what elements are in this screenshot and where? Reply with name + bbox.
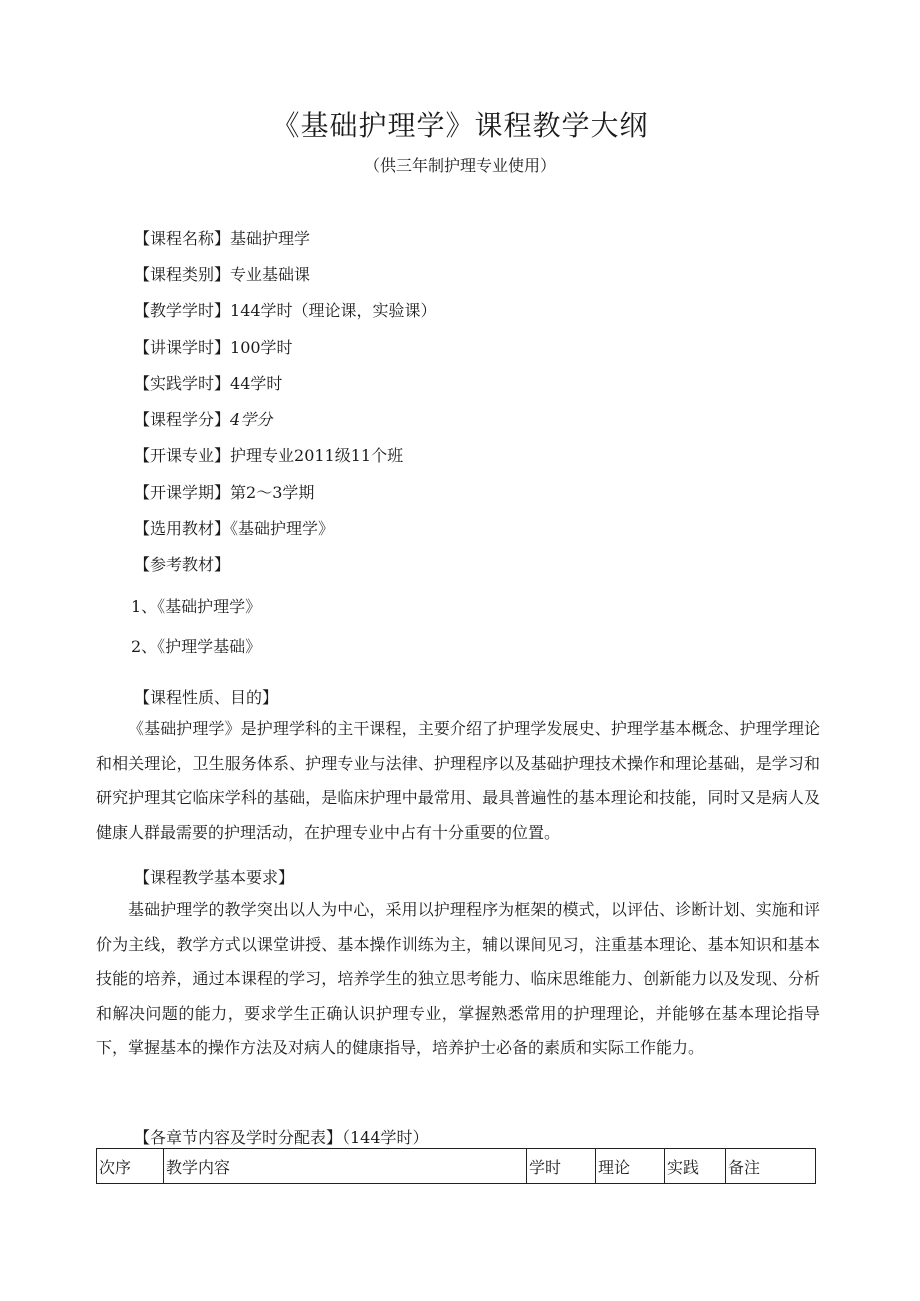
field-textbook [134, 516, 334, 539]
allocation-table [96, 1148, 816, 1184]
page-title: 《基础护理学》课程教学大纲 [271, 109, 649, 142]
column-header-hours: 学时 [527, 1149, 596, 1184]
section-body-requirements: 基础护理学的教学突出以人为中心，采用以护理程序为框架的模式，以评估、诊断计划、实施和评价为主线，教学方式以课堂讲授、基本操作训练为主，辅以课间见习，注重基本理论、基本知识和基本技能的培养，通过本课程的学习，培养学生的独立思考能力、临床思维能力、创新能力以及发现、分析和解决问题的能力，要求学生正确认识护理专业，掌握熟悉常用的护理理论，并能够在基本理论指导下，掌握基本的操作方法及对病人的健康指导，培养护士必备的素质和实际工作能力。 [96, 900, 820, 1057]
field-label: 【课程学分】 [134, 410, 231, 429]
field-course-name [134, 226, 310, 249]
field-label: 【讲课学时】 [134, 338, 231, 357]
field-value: 专业基础课 [230, 265, 311, 284]
field-label: 【教学学时】 [134, 301, 231, 320]
field-reference-books [134, 552, 230, 575]
field-value: 护理专业2011级11个班 [230, 446, 404, 465]
field-value: 100学时 [230, 338, 293, 357]
field-label: 【课程类别】 [134, 265, 231, 284]
field-value: 144学时（理论课，实验课） [230, 301, 437, 320]
field-practice-hours [134, 371, 282, 394]
column-header-notes: 备注 [726, 1149, 816, 1184]
field-course-category [134, 262, 310, 285]
reference-item: 2、《护理学基础》 [131, 637, 262, 656]
column-header-content: 教学内容 [164, 1149, 527, 1184]
section-heading-nature: 【课程性质、目的】 [134, 688, 279, 707]
section-body-nature: 《基础护理学》是护理学科的主干课程，主要介绍了护理学发展史、护理学基本概念、护理学理论和相关理论，卫生服务体系、护理专业与法律、护理程序以及基础护理技术操作和理论基础，是学习和研究护理其它临床学科的基础，是临床护理中最常用、最具普遍性的基本理论和技能，同时又是病人及健康人群最需要的护理活动，在护理专业中占有十分重要的位置。 [96, 719, 820, 842]
field-label: 【开课学期】 [134, 483, 231, 502]
field-value: 《基础护理学》 [230, 519, 335, 538]
section-heading-requirements: 【课程教学基本要求】 [134, 868, 295, 887]
column-header-order: 次序 [97, 1149, 164, 1184]
field-semester [134, 480, 314, 503]
reference-item: 1、《基础护理学》 [131, 597, 262, 616]
field-credits [134, 407, 272, 430]
field-value: 第2～3学期 [230, 483, 315, 502]
page-subtitle: （供三年制护理专业使用） [363, 156, 556, 175]
field-value: 4学分 [230, 410, 273, 429]
field-label: 【选用教材】 [134, 519, 231, 538]
field-major [134, 443, 403, 466]
table-header-row [97, 1149, 816, 1184]
field-value: 44学时 [230, 374, 283, 393]
field-label: 【开课专业】 [134, 446, 231, 465]
column-header-theory: 理论 [596, 1149, 665, 1184]
field-value: 基础护理学 [230, 229, 311, 248]
field-label: 【课程名称】 [134, 229, 231, 248]
column-header-practice: 实践 [665, 1149, 726, 1184]
field-lecture-hours [134, 335, 293, 358]
field-label: 【实践学时】 [134, 374, 231, 393]
field-label: 【参考教材】 [134, 555, 231, 574]
field-teaching-hours [134, 298, 437, 321]
allocation-heading: 【各章节内容及学时分配表】（144学时） [134, 1128, 429, 1147]
